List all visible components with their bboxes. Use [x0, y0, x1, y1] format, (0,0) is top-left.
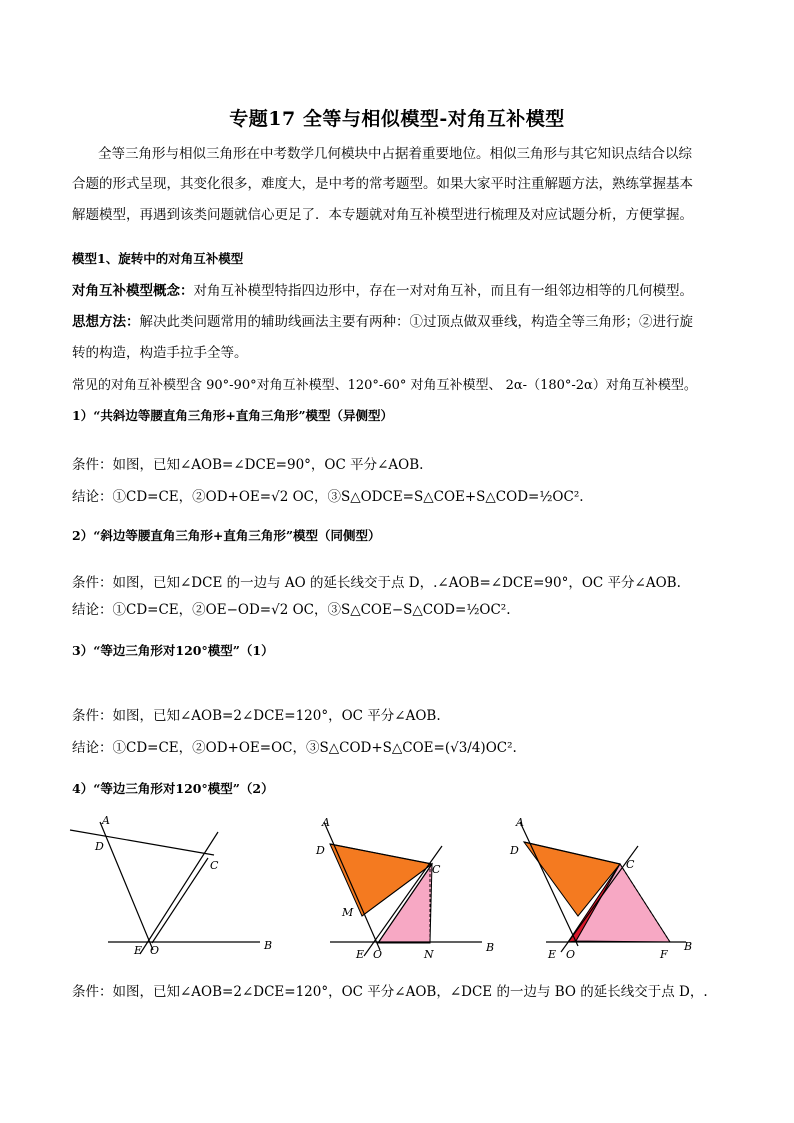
fig3-label: O: [566, 948, 576, 961]
fig1-label: D: [95, 840, 104, 853]
sub2-condition: 条件：如图，已知∠DCE 的一边与 AO 的延长线交于点 D，.∠AOB=∠DCE=90°，OC 平分∠AOB.: [72, 575, 681, 591]
fig1-label: E: [134, 944, 143, 957]
sub2-heading: 2）“斜边等腰直角三角形+直角三角形”模型（同侧型）: [72, 528, 381, 543]
sub1-heading: 1）“共斜边等腰直角三角形+直角三角形”模型（异侧型）: [72, 408, 394, 423]
fig3-label: D: [510, 844, 519, 857]
fig1-line-ao: [100, 822, 153, 950]
concept-text: 对角互补模型特指四边形中，存在一对对角互补，而且有一组邻边相等的几何模型。: [193, 283, 693, 299]
fig1-label: B: [264, 939, 273, 952]
fig2-label: C: [432, 863, 441, 876]
method-text-1: 解决此类问题常用的辅助线画法主要有两种：①过顶点做双垂线，构造全等三角形；②进行旋: [139, 314, 693, 330]
sub1-conclusion: 结论：①CD=CE，②OD+OE=√2 OC，③S△ODCE=S△COE+S△COD=½OC².: [72, 489, 584, 505]
concept-label: 对角互补模型概念：: [72, 283, 194, 299]
fig3-label: B: [684, 940, 693, 953]
sub3-condition: 条件：如图，已知∠AOB=2∠DCE=120°，OC 平分∠AOB.: [72, 708, 441, 724]
fig1-line-dc: [70, 830, 214, 855]
method-label: 思想方法：: [72, 314, 140, 330]
page-title: 专题17 全等与相似模型-对角互补模型: [229, 108, 565, 130]
figure-3: [506, 812, 716, 962]
common-models-text: 常见的对角互补模型含 90°-90°对角互补模型、120°-60° 对角互补模型、 2α-（180°-2α）对角互补模型。: [72, 378, 697, 393]
intro-line-1: 全等三角形与相似三角形在中考数学几何模块中占据着重要地位。相似三角形与其它知识点结合以综: [98, 146, 692, 162]
fig2-label: D: [316, 844, 325, 857]
fig3-label: C: [626, 858, 635, 871]
fig2-label: A: [322, 816, 330, 829]
sub4-condition: 条件：如图，已知∠AOB=2∠DCE=120°，OC 平分∠AOB，∠DCE 的一边与 BO 的延长线交于点 D，.: [72, 984, 708, 1000]
model1-heading: 模型1、旋转中的对角互补模型: [72, 251, 244, 266]
fig1-label: O: [150, 944, 160, 957]
intro-line-2: 合题的形式呈现，其变化很多，难度大，是中考的常考题型。如果大家平时注重解题方法，熟练掌握基本: [72, 176, 693, 192]
figure-1: [68, 812, 284, 962]
fig1-line-oc: [152, 858, 208, 943]
fig1-label: A: [102, 814, 110, 827]
sub3-conclusion: 结论：①CD=CE，②OD+OE=OC，③S△COD+S△COE=(√3/4)OC².: [72, 740, 517, 756]
figure-2: [290, 812, 500, 962]
fig2-label: M: [342, 906, 354, 919]
fig3-label: A: [516, 816, 524, 829]
fig3-label: E: [548, 948, 557, 961]
fig2-label: N: [424, 948, 434, 961]
fig3-label: F: [660, 948, 668, 961]
sub4-heading: 4）“等边三角形对120°模型”（2）: [72, 781, 274, 796]
fig2-label: B: [486, 941, 495, 954]
sub1-condition: 条件：如图，已知∠AOB=∠DCE=90°，OC 平分∠AOB.: [72, 457, 424, 473]
intro-line-3: 解题模型，再遇到该类问题就信心更足了．本专题就对角互补模型进行梳理及对应试题分析，方便掌握。: [72, 207, 693, 223]
fig1-line-ec: [140, 832, 218, 954]
fig2-label: O: [373, 948, 383, 961]
concept-line: [72, 282, 693, 300]
method-text-2: 转的构造，构造手拉手全等。: [72, 345, 248, 361]
method-line: [72, 313, 693, 331]
sub2-conclusion: 结论：①CD=CE，②OE−OD=√2 OC，③S△COE−S△COD=½OC².: [72, 602, 511, 618]
sub3-heading: 3）“等边三角形对120°模型”（1）: [72, 643, 274, 658]
fig2-label: E: [356, 948, 365, 961]
fig1-label: C: [210, 859, 219, 872]
